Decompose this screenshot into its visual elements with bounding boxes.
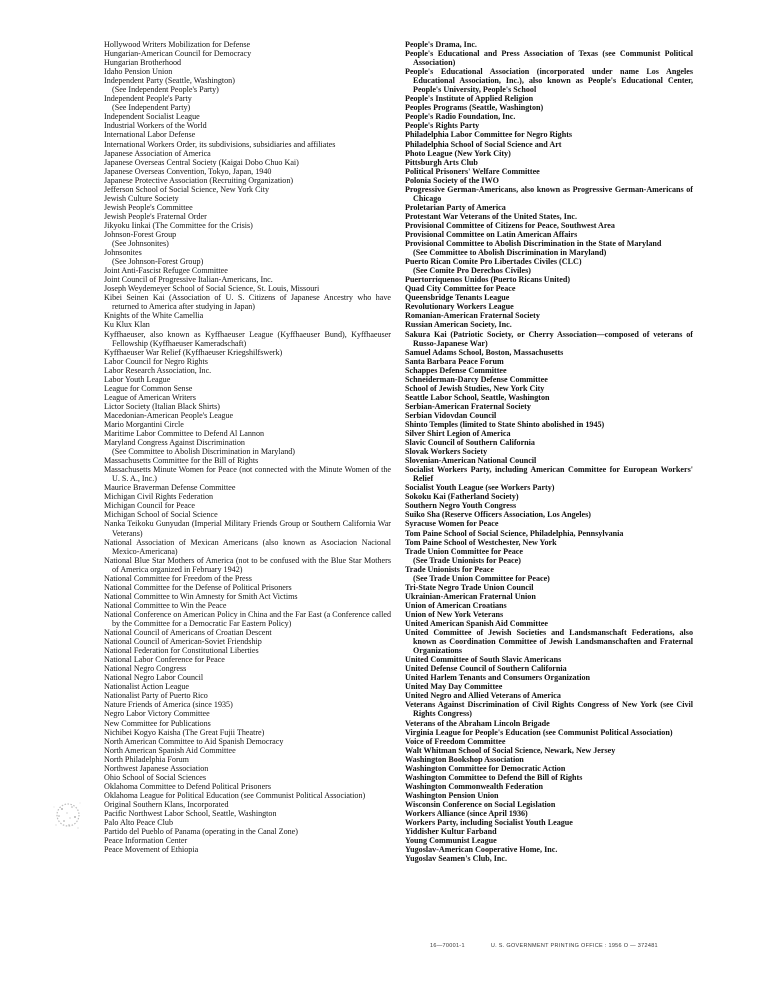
organization-entry: International Workers Order, its subdivisions, subsidiaries and affiliates [104, 139, 336, 149]
organization-entry: Michigan Civil Rights Federation [104, 492, 214, 502]
left-column [104, 40, 391, 854]
organization-entry: Revolutionary Workers League [405, 302, 514, 312]
organization-entry: Romanian-American Fraternal Society [405, 311, 540, 321]
organization-entry: Johnson-Forest Group [104, 229, 177, 239]
organization-entry: Progressive German-Americans, also known as Progressive German-Americans of Chicago [405, 184, 693, 203]
organization-entry: United Committee of South Slavic Americans [405, 655, 562, 665]
organization-entry: Joint Council of Progressive Italian-Americans, Inc. [104, 275, 273, 285]
organization-entry: Photo League (New York City) [405, 148, 511, 158]
organization-entry: Wisconsin Conference on Social Legislation [405, 799, 556, 809]
organization-entry: Serbian-American Fraternal Society [405, 401, 531, 411]
organization-entry: Slovak Workers Society [405, 447, 488, 457]
organization-entry: Hollywood Writers Mobilization for Defense [104, 40, 251, 49]
organization-entry: Massachusetts Minute Women for Peace (not connected with the Minute Women of the U. S. A., Inc.) [104, 465, 391, 484]
organization-entry: Provisional Committee to Abolish Discrimination in the State of Maryland [405, 239, 662, 249]
organization-entry: Michigan School of Social Science [104, 510, 218, 520]
organization-entry: Jewish Culture Society [104, 193, 179, 203]
organization-entry: Kibei Seinen Kai (Association of U. S. Citizens of Japanese Ancestry who have returned to America after studying in Japan) [104, 293, 391, 312]
organization-entry: Virginia League for People's Education (see Communist Political Association) [405, 727, 673, 737]
organization-entry: National Negro Congress [104, 664, 187, 674]
organization-entry: Political Prisoners' Welfare Committee [405, 166, 540, 176]
organization-entry: Walt Whitman School of Social Science, Newark, New Jersey [405, 745, 616, 755]
organization-entry: Schneiderman-Darcy Defense Committee [405, 374, 548, 384]
organization-entry: United May Day Committee [405, 682, 503, 692]
organization-entry: Japanese Association of America [104, 148, 211, 158]
organization-entry: Ukrainian-American Fraternal Union [405, 591, 536, 601]
organization-entry: Independent Party (Seattle, Washington) [104, 76, 235, 86]
faded-stamp-mark [50, 795, 86, 835]
organization-entry: (See Comite Pro Derechos Civiles) [413, 266, 531, 276]
organization-entry: Slavic Council of Southern California [405, 438, 535, 448]
organization-entry: Nanka Teikoku Gunyudan (Imperial Military Friends Group or Southern California War Veterans) [104, 519, 391, 538]
organization-entry: People's Radio Foundation, Inc. [405, 112, 516, 122]
organization-entry: Southern Negro Youth Congress [405, 501, 517, 511]
organization-entry: Washington Pension Union [405, 790, 499, 800]
organization-entry: National Council of American-Soviet Friendship [104, 637, 262, 647]
organization-entry: Polonia Society of the IWO [405, 175, 499, 185]
organization-entry: Industrial Workers of the World [104, 121, 207, 131]
organization-entry: Negro Labor Victory Committee [104, 709, 210, 719]
organization-entry: Ku Klux Klan [104, 320, 150, 330]
organization-entry: Labor Council for Negro Rights [104, 356, 208, 366]
organization-entry: Japanese Protective Association (Recruiting Organization) [104, 175, 294, 185]
organization-entry: Puerto Rican Comite Pro Libertades Civiles (CLC) [405, 257, 582, 267]
organization-entry: Nichibei Kogyo Kaisha (The Great Fujii Theatre) [104, 727, 265, 737]
organization-entry: National Negro Labor Council [104, 673, 204, 683]
organization-entry: Union of New York Veterans [405, 609, 504, 619]
organization-entry: Serbian Vidovdan Council [405, 410, 497, 420]
organization-entry: Idaho Pension Union [104, 67, 173, 77]
organization-entry: United Negro and Allied Veterans of America [405, 691, 561, 701]
organization-entry: Philadelphia School of Social Science and Art [405, 139, 562, 149]
print-footer [430, 943, 658, 949]
organization-entry: Oklahoma Committee to Defend Political Prisoners [104, 781, 272, 791]
organization-entry: Socialist Workers Party, including American Committee for European Workers' Relief [405, 465, 693, 484]
organization-entry: Michigan Council for Peace [104, 501, 196, 511]
organization-entry: Provisional Committee of Citizens for Peace, Southwest Area [405, 220, 615, 230]
organization-entry: Maurice Braverman Defense Committee [104, 483, 236, 493]
organization-entry: Peace Information Center [104, 836, 188, 846]
organization-entry: Original Southern Klans, Incorporated [104, 799, 229, 809]
organization-entry: Provisional Committee on Latin American Affairs [405, 229, 578, 239]
organization-entry: Hungarian-American Council for Democracy [104, 49, 252, 59]
organization-entry: People's Institute of Applied Religion [405, 94, 534, 104]
organization-entry: Jewish People's Fraternal Order [104, 211, 207, 221]
organization-entry: National Council of Americans of Croatian Descent [104, 628, 272, 638]
organization-entry: Nationalist Party of Puerto Rico [104, 691, 208, 701]
organization-entry: (See Committee to Abolish Discrimination in Maryland) [413, 248, 607, 258]
organization-entry: Voice of Freedom Committee [405, 736, 506, 746]
organization-entry: (See Johnsonites) [112, 239, 169, 249]
organization-entry: Kyffhaeuser War Relief (Kyffhaeuser Kriegshilfswerk) [104, 347, 283, 357]
organization-entry: (See Johnson-Forest Group) [112, 257, 204, 267]
organization-entry: People's Drama, Inc. [405, 40, 477, 49]
organization-entry: Joint Anti-Fascist Refugee Committee [104, 266, 228, 276]
organization-entry: Suiko Sha (Reserve Officers Association, Los Angeles) [405, 510, 591, 520]
organization-entry: Yugoslav-American Cooperative Home, Inc. [405, 845, 558, 855]
organization-entry: Protestant War Veterans of the United States, Inc. [405, 211, 577, 221]
organization-entry: Ohio School of Social Sciences [104, 772, 207, 782]
organization-entry: National Committee for Freedom of the Press [104, 573, 252, 583]
organization-entry: Partido del Pueblo of Panama (operating in the Canal Zone) [104, 827, 298, 837]
organization-entry: Oklahoma League for Political Education (see Communist Political Association) [104, 790, 366, 800]
organization-entry: Washington Committee to Defend the Bill of Rights [405, 772, 583, 782]
organization-entry: National Blue Star Mothers of America (not to be confused with the Blue Star Mothers of America organized in February 1942) [104, 555, 391, 574]
organization-entry: Union of American Croatians [405, 600, 507, 610]
organization-entry: Macedonian-American People's League [104, 410, 234, 420]
organization-entry: Japanese Overseas Central Society (Kaigai Dobo Chuo Kai) [104, 157, 299, 167]
organization-entry: People's Educational and Press Association of Texas (see Communist Political Association) [405, 49, 693, 68]
organization-entry: Socialist Youth League (see Workers Party) [405, 483, 555, 493]
organization-entry: National Conference on American Policy in China and the Far East (a Conference called by the Committee for a Democratic Far Eastern Policy) [104, 609, 391, 628]
organization-entry: Syracuse Women for Peace [405, 519, 499, 529]
organization-entry: Yugoslav Seamen's Club, Inc. [405, 854, 508, 864]
organization-entry: League of American Writers [104, 392, 196, 402]
organization-entry: Young Communist League [405, 836, 497, 846]
organization-entry: Kyffhaeuser, also known as Kyffhaeuser League (Kyffhaeuser Bund), Kyffhaeuser Fellowship (Kyffhaeuser Kameradschaft) [104, 329, 391, 348]
organization-entry: Veterans Against Discrimination of Civil Rights Congress of New York (see Civil Rights Congress) [405, 700, 693, 719]
organization-entry: Veterans of the Abraham Lincoln Brigade [405, 718, 550, 728]
organization-entry: Massachusetts Committee for the Bill of Rights [104, 456, 259, 466]
organization-entry: Palo Alto Peace Club [104, 818, 174, 828]
organization-entry: Washington Bookshop Association [405, 754, 524, 764]
organization-entry: North American Spanish Aid Committee [104, 745, 236, 755]
organization-entry: (See Trade Union Committee for Peace) [413, 573, 550, 583]
organization-entry: Philadelphia Labor Committee for Negro Rights [405, 130, 573, 140]
organization-entry: Shinto Temples (limited to State Shinto abolished in 1945) [405, 419, 605, 429]
organization-entry: (See Independent People's Party) [112, 85, 219, 95]
organization-entry: Independent Socialist League [104, 112, 200, 122]
organization-entry: Japanese Overseas Convention, Tokyo, Japan, 1940 [104, 166, 272, 176]
organization-entry: Jewish People's Committee [104, 202, 193, 212]
organization-entry: Workers Alliance (since April 1936) [405, 808, 528, 818]
organization-entry: Yiddisher Kultur Farband [405, 827, 497, 837]
organization-entry: People's Rights Party [405, 121, 480, 131]
organization-entry: United Harlem Tenants and Consumers Organization [405, 673, 591, 683]
organization-entry: Peace Movement of Ethiopia [104, 845, 199, 855]
organization-entry: Santa Barbara Peace Forum [405, 356, 504, 366]
organization-entry: International Labor Defense [104, 130, 196, 140]
organization-entry: Jikyoku Iinkai (The Committee for the Crisis) [104, 220, 253, 230]
organization-entry: National Committee to Win Amnesty for Smith Act Victims [104, 591, 298, 601]
organization-entry: Hungarian Brotherhood [104, 58, 182, 68]
organization-entry: Sokoku Kai (Fatherland Society) [405, 492, 519, 502]
organization-entry: United Committee of Jewish Societies and Landsmanschaft Federations, also known as Coordination Committee of Jewish Landsmanschaften and Fraternal Organizations [405, 628, 693, 656]
organization-entry: (See Independent Party) [112, 103, 191, 113]
organization-entry: Joseph Weydemeyer School of Social Science, St. Louis, Missouri [104, 284, 320, 294]
organization-entry: Slovenian-American National Council [405, 456, 537, 466]
right-column [405, 40, 693, 863]
organization-entry: United Defense Council of Southern California [405, 664, 567, 674]
organization-entry: Labor Youth League [104, 374, 171, 384]
organization-entry: Seattle Labor School, Seattle, Washington [405, 392, 550, 402]
organization-entry: Jefferson School of Social Science, New York City [104, 184, 270, 194]
organization-entry: Tri-State Negro Trade Union Council [405, 582, 534, 592]
organization-entry: Queensbridge Tenants League [405, 293, 510, 303]
organization-entry: Nationalist Action League [104, 682, 189, 692]
organization-entry: Schappes Defense Committee [405, 365, 507, 375]
organization-entry: Pacific Northwest Labor School, Seattle, Washington [104, 808, 277, 818]
organization-entry: Mario Morgantini Circle [104, 419, 184, 429]
organization-entry: National Federation for Constitutional Liberties [104, 646, 259, 656]
organization-entry: Lictor Society (Italian Black Shirts) [104, 401, 220, 411]
organization-entry: Maritime Labor Committee to Defend Al Lannon [104, 429, 265, 439]
organization-entry: Tom Paine School of Social Science, Philadelphia, Pennsylvania [405, 528, 624, 538]
organization-entry: North Philadelphia Forum [104, 754, 189, 764]
organization-entry: (See Committee to Abolish Discrimination in Maryland) [112, 447, 295, 457]
organization-entry: North American Committee to Aid Spanish Democracy [104, 736, 284, 746]
organization-entry: Trade Unionists for Peace [405, 564, 494, 574]
organization-entry: New Committee for Publications [104, 718, 211, 728]
organization-entry: Tom Paine School of Westchester, New York [405, 537, 557, 547]
organization-entry: National Committee for the Defense of Political Prisoners [104, 582, 292, 592]
organization-entry: Peoples Programs (Seattle, Washington) [405, 103, 544, 113]
organization-entry: Independent People's Party [104, 94, 192, 104]
organization-entry: Johnsonites [104, 248, 142, 258]
organization-entry: Workers Party, including Socialist Youth League [405, 818, 573, 828]
organization-entry: People's Educational Association (incorporated under name Los Angeles Educational Association, Inc.), also known as People's Educational Center, People's University, People's School [405, 67, 693, 95]
organization-entry: Puertorriquenos Unidos (Puerto Ricans United) [405, 275, 571, 285]
organization-entry: Knights of the White Camellia [104, 311, 204, 321]
footer-code: 16—70001-1 [430, 943, 465, 949]
organization-entry: Samuel Adams School, Boston, Massachusetts [405, 347, 564, 357]
organization-entry: Labor Research Association, Inc. [104, 365, 212, 375]
organization-entry: Pittsburgh Arts Club [405, 157, 478, 167]
organization-entry: School of Jewish Studies, New York City [405, 383, 545, 393]
organization-entry: Northwest Japanese Association [104, 763, 209, 773]
organization-entry: Proletarian Party of America [405, 202, 506, 212]
organization-entry: National Committee to Win the Peace [104, 600, 227, 610]
footer-printer: U. S. GOVERNMENT PRINTING OFFICE : 1956 O — 372481 [490, 943, 658, 949]
organization-entry: Russian American Society, Inc. [405, 320, 512, 330]
organization-entry: Silver Shirt Legion of America [405, 429, 511, 439]
organization-entry: Sakura Kai (Patriotic Society, or Cherry Association—composed of veterans of Russo-Japanese War) [405, 329, 693, 348]
organization-entry: Maryland Congress Against Discrimination [104, 438, 245, 448]
organization-entry: Quad City Committee for Peace [405, 284, 516, 294]
organization-entry: National Association of Mexican Americans (also known as Asociacion Nacional Mexico-Americana) [104, 537, 391, 556]
organization-entry: National Labor Conference for Peace [104, 655, 225, 665]
organization-entry: United American Spanish Aid Committee [405, 619, 548, 628]
organization-entry: (See Trade Unionists for Peace) [413, 555, 521, 565]
organization-entry: Nature Friends of America (since 1935) [104, 700, 233, 710]
organization-entry: League for Common Sense [104, 383, 193, 393]
organization-entry: Trade Union Committee for Peace [405, 546, 523, 556]
organization-entry: Washington Committee for Democratic Action [405, 763, 566, 773]
organization-entry: Washington Commonwealth Federation [405, 781, 544, 791]
